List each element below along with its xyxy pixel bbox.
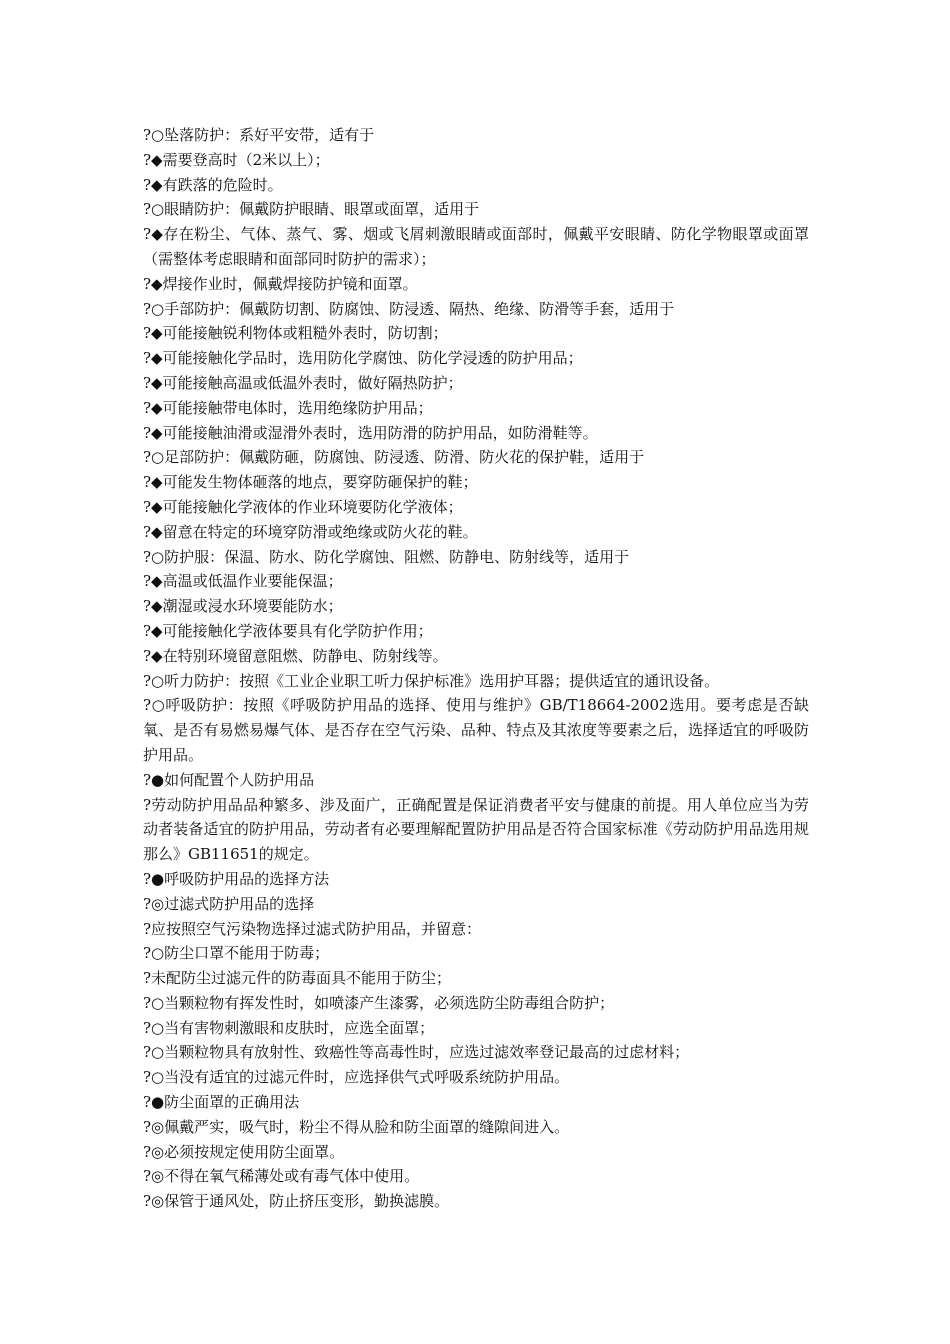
text-line: ?◆可能发生物体砸落的地点，要穿防砸保护的鞋； (143, 473, 478, 492)
text-line: ?◆可能接触化学液体要具有化学防护作用； (143, 621, 433, 640)
text-line: ?○手部防护：佩戴防切割、防腐蚀、防浸透、隔热、绝缘、防滑等手套，适用于 (143, 299, 675, 318)
text-line: ?◎佩戴严实，吸气时，粉尘不得从脸和防尘面罩的缝隙间进入。 (143, 1117, 570, 1136)
text-line: ?◎过滤式防护用品的选择 (143, 894, 315, 913)
text-line: ?○当有害物刺激眼和皮肤时，应选全面罩； (143, 1018, 435, 1037)
text-line: ?○呼吸防护：按照《呼吸防护用品的选择、使用与维护》GB/T18664-2002选用。要考虑是否缺氧、是否有易燃易爆气体、是否存在空气污染、品种、特点及其浓度等要素之后，选择适宜的呼吸防护用品。 (143, 696, 809, 764)
text-line: ?◆需要登高时（2米以上）； (143, 150, 330, 169)
text-line: ?◆留意在特定的环境穿防滑或绝缘或防火花的鞋。 (143, 522, 478, 541)
text-line: ?○坠落防护：系好平安带，适有于 (143, 126, 375, 144)
text-line: ?○眼睛防护：佩戴防护眼睛、眼罩或面罩，适用于 (143, 200, 480, 219)
text-line: ?○听力防护：按照《工业企业职工听力保护标准》选用护耳器；提供适宜的通讯设备。 (143, 671, 720, 690)
text-line: ?●呼吸防护用品的选择方法 (143, 869, 330, 888)
text-line: ?◆焊接作业时，佩戴焊接防护镜和面罩。 (143, 274, 418, 293)
text-line: ?●防尘面罩的正确用法 (143, 1093, 300, 1112)
text-line: ?◎保管于通风处，防止挤压变形，勤换滤膜。 (143, 1192, 450, 1211)
text-line: ?◆有跌落的危险时。 (143, 175, 283, 194)
text-line: ?○防尘口罩不能用于防毒； (143, 944, 330, 963)
text-line: ?◆高温或低温作业要能保温； (143, 572, 343, 591)
text-line: ?未配防尘过滤元件的防毒面具不能用于防尘； (143, 969, 452, 988)
text-line: ?◆可能接触带电体时，选用绝缘防护用品； (143, 398, 433, 417)
text-line: ?◆可能接触高温或低温外表时，做好隔热防护； (143, 373, 463, 392)
text-line: ?●如何配置个人防护用品 (143, 770, 315, 789)
text-line: ?◆可能接触油滑或湿滑外表时，选用防滑的防护用品，如防滑鞋等。 (143, 423, 598, 442)
text-line: ?◆可能接触化学品时，选用防化学腐蚀、防化学浸透的防护用品； (143, 349, 583, 368)
text-line: ?○防护服：保温、防水、防化学腐蚀、阻燃、防静电、防射线等，适用于 (143, 547, 630, 566)
text-line: ?○当颗粒物有挥发性时，如喷漆产生漆雾，必须选防尘防毒组合防护； (143, 993, 615, 1012)
text-line: ?◎不得在氧气稀薄处或有毒气体中使用。 (143, 1167, 420, 1186)
document-body (143, 123, 809, 1214)
text-line: ?◆潮湿或浸水环境要能防水； (143, 597, 343, 616)
text-line: ?○当颗粒物具有放射性、致癌性等高毒性时，应选过滤效率登记最高的过虑材料； (143, 1043, 690, 1062)
text-line: ?◆存在粉尘、气体、蒸气、雾、烟或飞屑刺激眼睛或面部时，佩戴平安眼睛、防化学物眼罩或面罩（需整体考虑眼睛和面部同时防护的需求）； (143, 225, 809, 268)
text-line: ?◆可能接触化学液体的作业环境要防化学液体； (143, 497, 463, 516)
text-line: ?◆可能接触锐利物体或粗糙外表时，防切割； (143, 324, 448, 343)
text-line: ?劳动防护用品品种繁多、涉及面广，正确配置是保证消费者平安与健康的前提。用人单位应当为劳动者装备适宜的防护用品，劳动者有必要理解配置防护用品是否符合国家标准《劳动防护用品选用规那么》GB11651的规定。 (143, 795, 809, 864)
text-line: ?◆在特别环境留意阻燃、防静电、防射线等。 (143, 646, 448, 665)
text-line: ?◎必须按规定使用防尘面罩。 (143, 1142, 345, 1161)
text-line: ?应按照空气污染物选择过滤式防护用品，并留意： (143, 919, 482, 938)
text-line: ?○当没有适宜的过滤元件时，应选择供气式呼吸系统防护用品。 (143, 1068, 570, 1087)
text-line: ?○足部防护：佩戴防砸，防腐蚀、防浸透、防滑、防火花的保护鞋，适用于 (143, 448, 645, 467)
